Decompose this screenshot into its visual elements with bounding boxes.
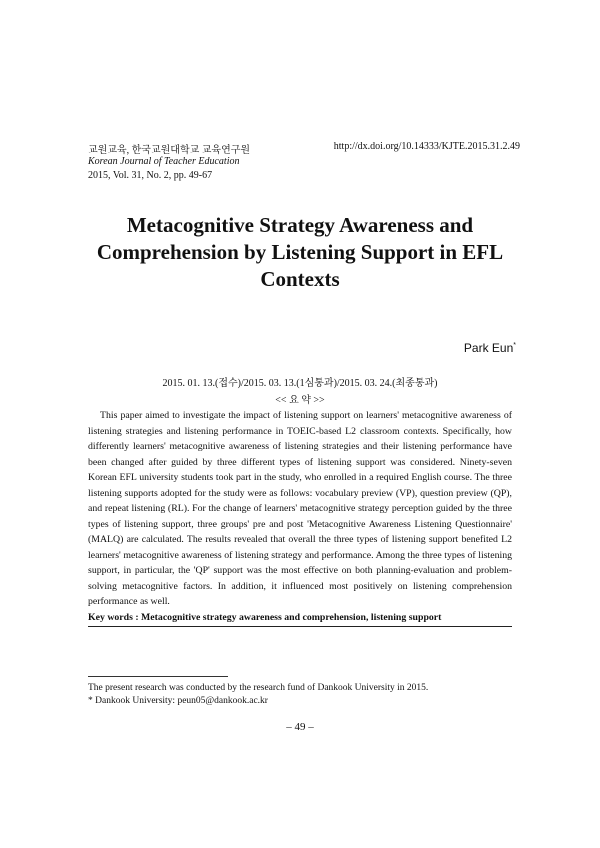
submission-dates: 2015. 01. 13.(접수)/2015. 03. 13.(1심통과)/2015. 03. 24.(최종통과)	[162, 378, 438, 389]
keywords: Key words : Metacognitive strategy awareness and comprehension, listening support	[88, 612, 442, 623]
author-name: Park Eun	[463, 341, 514, 355]
abstract-text: This paper aimed to investigate the impact of listening support on learners' metacognitive awareness of listening strategies and listening performance in TOEIC-based L2 classroom contexts. Specifically, how differently learners' metacognitive awareness of listening strategies and their listening performance have been changed after guided by three different types of listening support was considered. Ninety-seven Korean EFL university students took part in the study, who enrolled in a required English course. The three listening supports adopted for the study were as follows: vocabulary preview (VP), question preview (QP), and repeat listening (RL). For the change of learners' metacognitive strategy perception guided by the three types of listening support, three groups' pre and post 'Metacognitive Awareness Listening Questionnaire' (MALQ) are calculated. The results revealed that overall the three types of listening support benefited L2 learners' metacognitive awareness of listening strategy and performance. Among the three types of listening support, in particular, the 'QP' support was the most effective on both planning-evaluation and problem-solving metacognitive factors. In addition, it influenced most positively on listening comprehension performance as well.	[88, 410, 512, 607]
paper-title: Metacognitive Strategy Awareness and Comprehension by Listening Support in EFL Contexts	[96, 213, 504, 291]
journal-korean-name: 교원교육, 한국교원대학교 교육연구원	[88, 145, 251, 156]
author	[464, 341, 516, 355]
issue-info: 2015, Vol. 31, No. 2, pp. 49-67	[88, 170, 213, 181]
keywords-divider	[88, 626, 512, 627]
author-mark: *	[513, 342, 516, 349]
affiliation-footnote: * Dankook University: peun05@dankook.ac.kr	[88, 696, 268, 706]
abstract-heading: << 요 약 >>	[275, 395, 325, 406]
funding-footnote: The present research was conducted by the research fund of Dankook University in 2015.	[88, 683, 429, 693]
journal-english-name: Korean Journal of Teacher Education	[88, 156, 240, 167]
page-number: – 49 –	[286, 721, 314, 733]
footnote-divider	[88, 676, 228, 677]
doi-link[interactable]: http://dx.doi.org/10.14333/KJTE.2015.31.2.49	[333, 141, 520, 152]
